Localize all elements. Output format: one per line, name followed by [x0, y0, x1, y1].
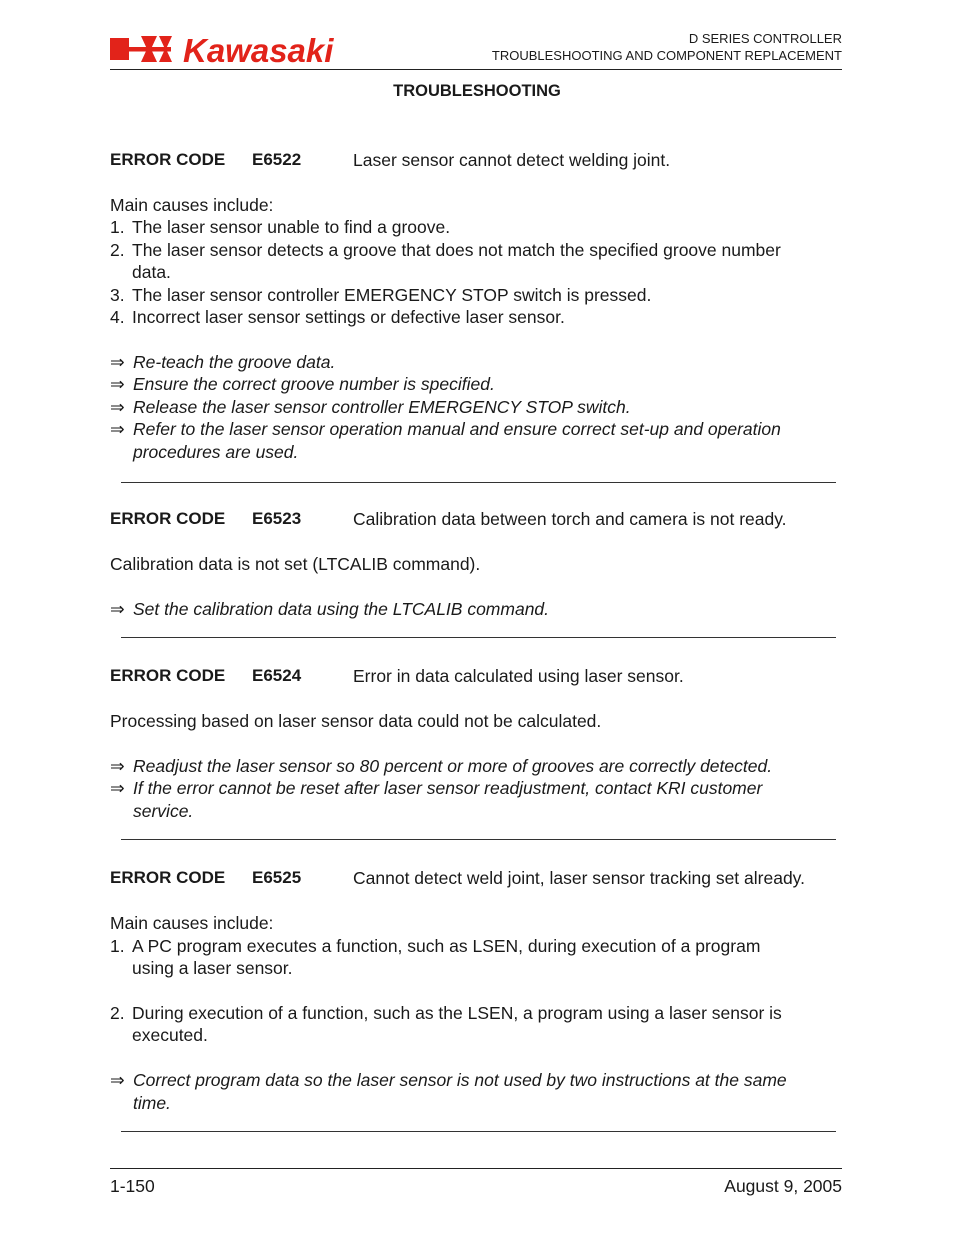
error-code-label: ERROR CODE: [110, 150, 226, 169]
arrow-icon: ⇒: [110, 374, 125, 394]
arrow-icon: ⇒: [110, 352, 125, 372]
arrow-icon: ⇒: [110, 419, 125, 439]
footer-rule: [110, 1168, 842, 1169]
brand-wordmark: Kawasaki: [183, 33, 334, 65]
arrow-icon: ⇒: [110, 1070, 125, 1090]
error-code-e6525: [110, 868, 302, 888]
header-section: TROUBLESHOOTING AND COMPONENT REPLACEMENT: [491, 48, 842, 63]
header-rule: [110, 69, 842, 70]
arrow-icon: ⇒: [110, 397, 125, 417]
error-code-number: E6525: [252, 868, 302, 887]
kawasaki-logo: [110, 33, 390, 65]
arrow-icon: ⇒: [110, 599, 125, 619]
error-code-number: E6523: [252, 509, 302, 528]
document-date: August 9, 2005: [724, 1176, 842, 1196]
section-divider: [121, 637, 836, 638]
arrow-icon: ⇒: [110, 756, 125, 776]
causes-intro: Main causes include:: [110, 913, 274, 933]
page-number: 1-150: [110, 1176, 155, 1196]
error-code-number: E6524: [252, 666, 302, 685]
error-code-e6522: [110, 150, 302, 170]
error-description: Laser sensor cannot detect welding joint.: [353, 150, 671, 170]
section-divider: [121, 1131, 836, 1132]
page-title: TROUBLESHOOTING: [393, 82, 561, 100]
error-code-number: E6522: [252, 150, 302, 169]
error-description: Error in data calculated using laser sensor.: [353, 666, 684, 686]
cause-text: Calibration data is not set (LTCALIB command).: [110, 554, 481, 574]
causes-intro: Main causes include:: [110, 195, 274, 215]
error-code-e6523: [110, 509, 302, 529]
section-divider: [121, 839, 836, 840]
error-description: Cannot detect weld joint, laser sensor tracking set already.: [353, 868, 805, 888]
error-code-label: ERROR CODE: [110, 868, 226, 887]
error-code-label: ERROR CODE: [110, 509, 226, 528]
error-code-e6524: [110, 666, 302, 686]
cause-text: Processing based on laser sensor data could not be calculated.: [110, 711, 602, 731]
error-code-label: ERROR CODE: [110, 666, 226, 685]
arrow-icon: ⇒: [110, 778, 125, 798]
header-series: D SERIES CONTROLLER: [688, 31, 842, 46]
error-description: Calibration data between torch and camera is not ready.: [353, 509, 787, 529]
kawasaki-logo-icon: [110, 33, 390, 65]
section-divider: [121, 482, 836, 483]
